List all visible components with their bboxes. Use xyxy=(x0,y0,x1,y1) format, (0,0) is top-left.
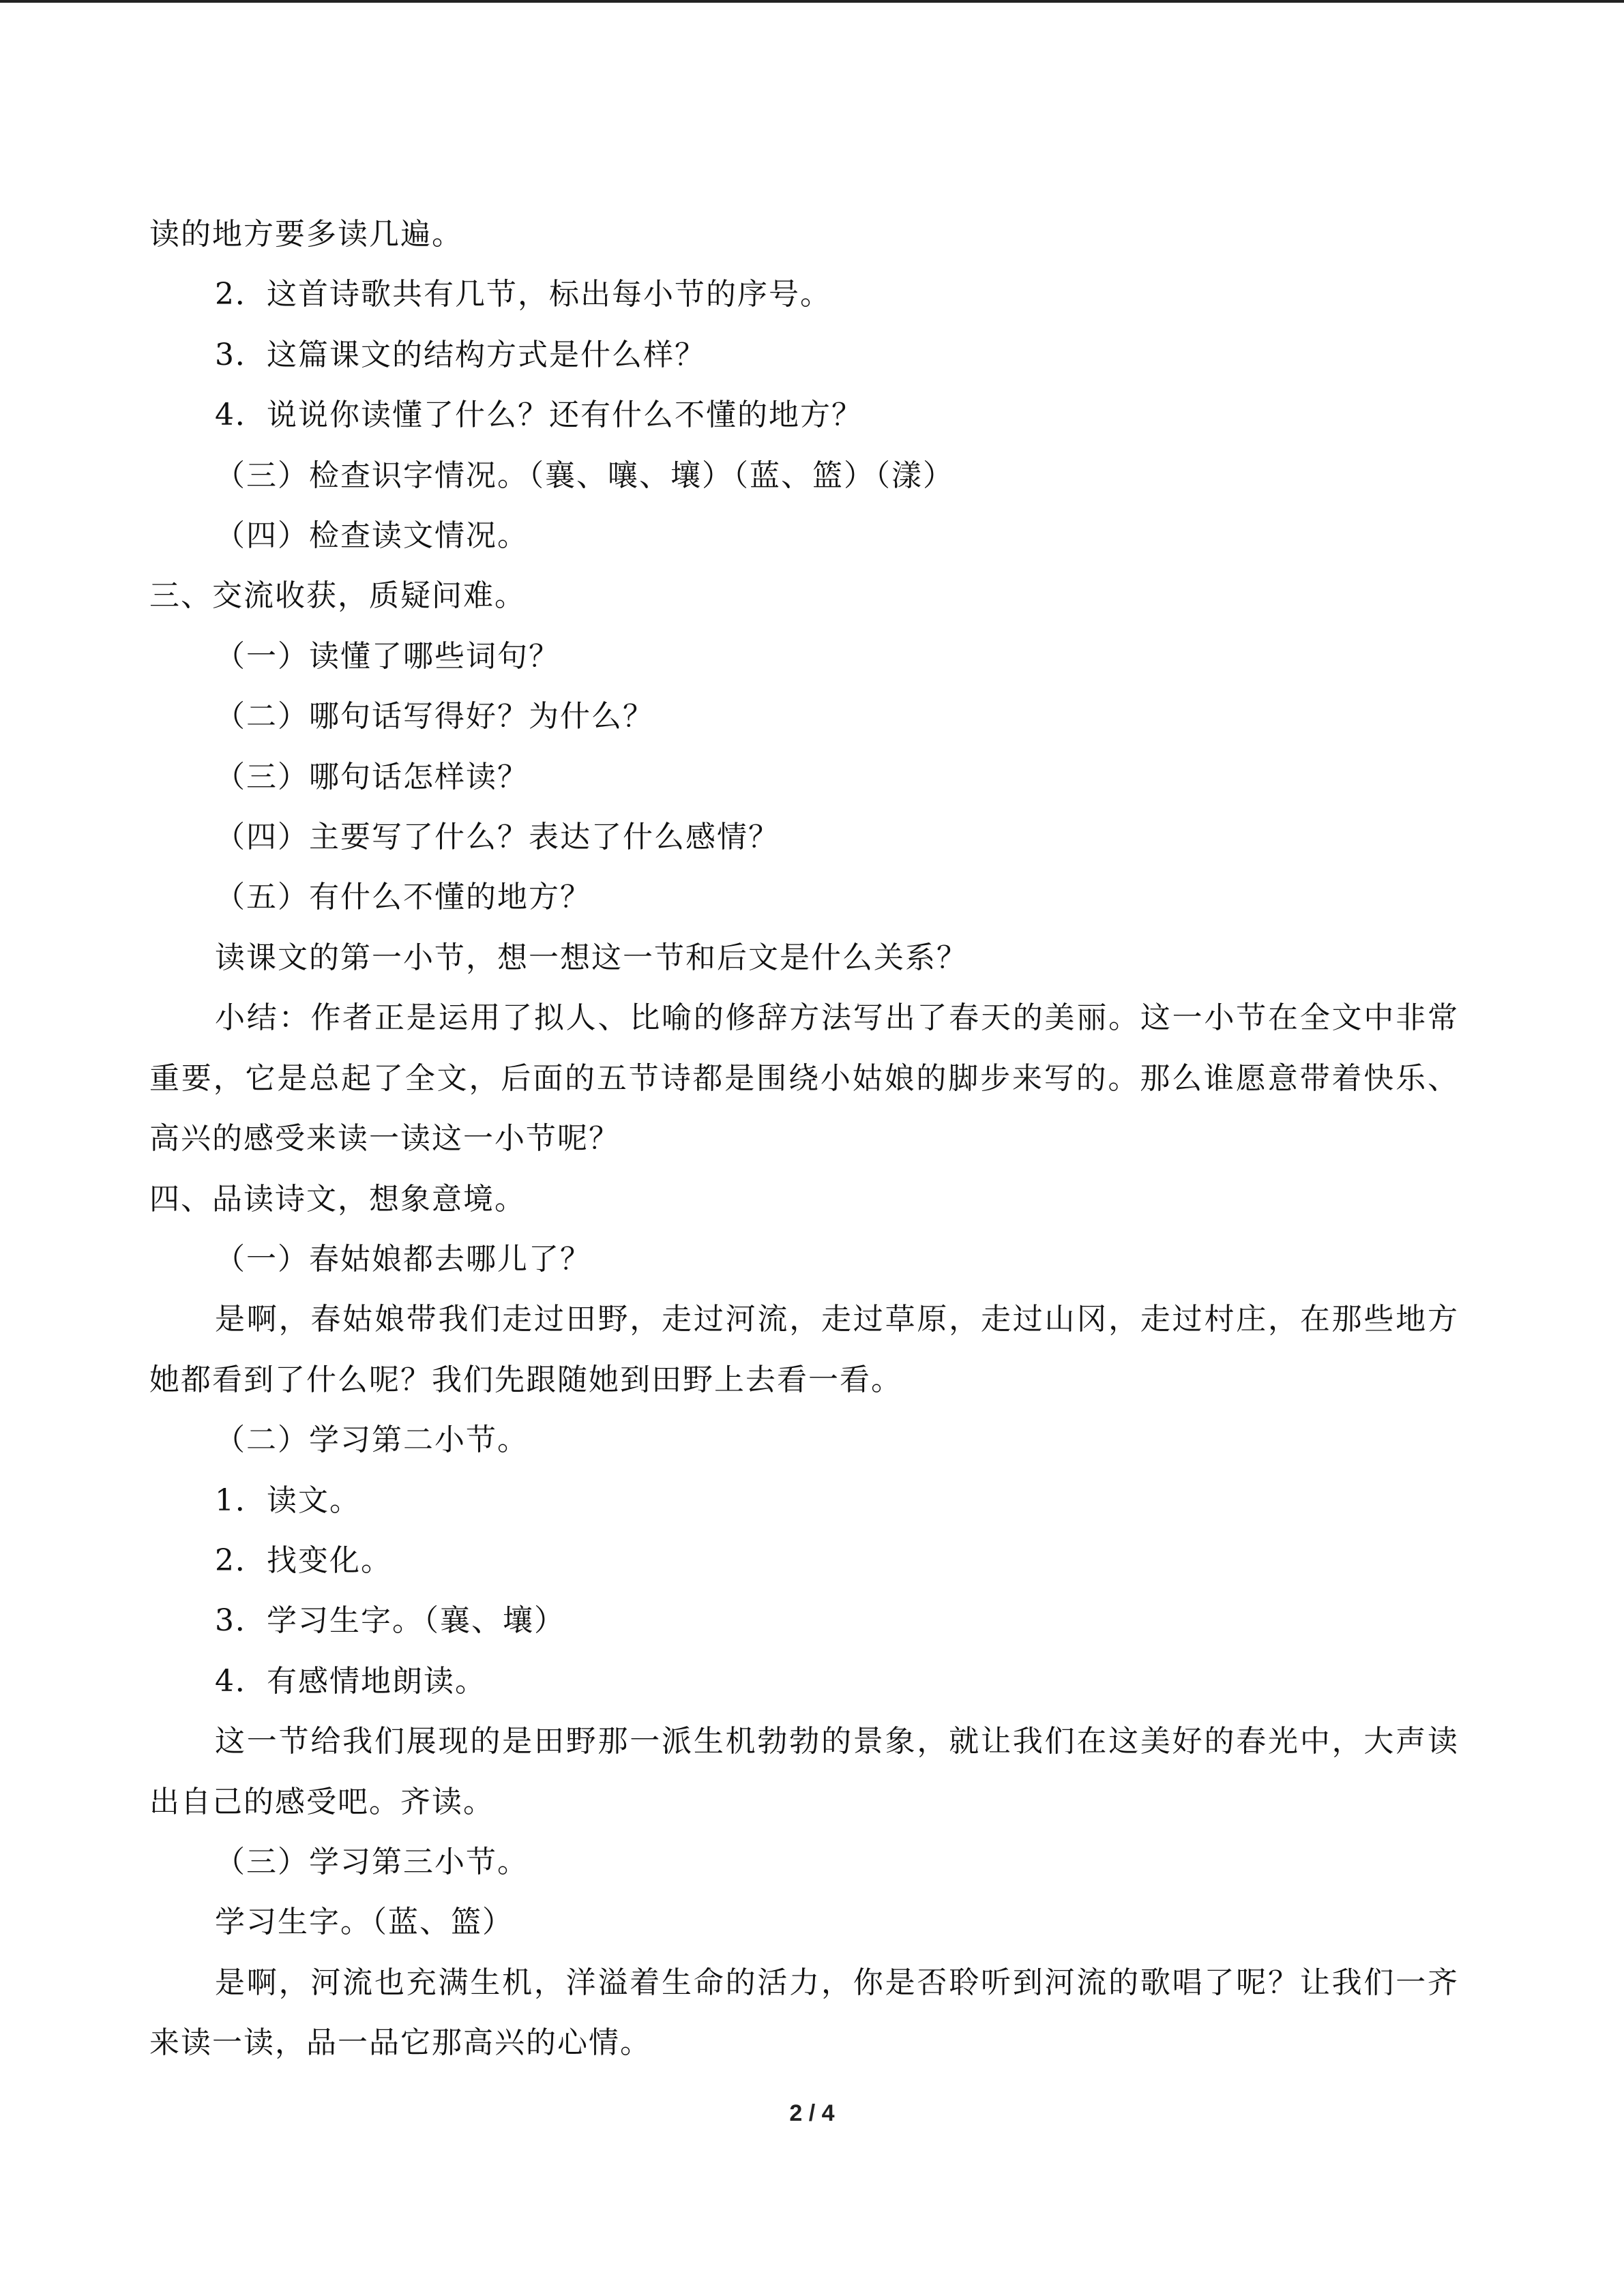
text-line-3: 3．这篇课文的结构方式是什么样？ xyxy=(215,337,706,372)
page-number: 2 / 4 xyxy=(789,2100,835,2126)
text-line-9: （二）哪句话写得好？为什么？ xyxy=(215,699,654,734)
section-heading-4: 四、品读诗文，想象意境。 xyxy=(149,1181,526,1217)
text-line-24: （三）学习第三小节。 xyxy=(215,1844,529,1879)
spring-paragraph: 是啊，春姑娘带我们走过田野，走过河流，走过草原，走过山冈，走过村庄，在那些地方她都看到了什么呢？我们先跟随她到田野上去看一看。 xyxy=(149,1302,1459,1397)
text-line-8: （一）读懂了哪些词句？ xyxy=(215,638,560,674)
text-line-19: 1．读文。 xyxy=(215,1482,361,1518)
text-line-12: （五）有什么不懂的地方？ xyxy=(215,880,591,915)
text-line-6: （四）检查读文情况。 xyxy=(215,518,529,554)
text-line-18: （二）学习第二小节。 xyxy=(215,1422,529,1458)
text-line-2: 2．这首诗歌共有几节，标出每小节的序号。 xyxy=(215,277,831,312)
text-line-1: 读的地方要多读几遍。 xyxy=(149,217,463,252)
text-line-20: 2．找变化。 xyxy=(215,1542,392,1578)
page-top-border xyxy=(0,0,1624,3)
text-line-4: 4．说说你读懂了什么？还有什么不懂的地方？ xyxy=(215,398,863,433)
text-line-13: 读课文的第一小节，想一想这一节和后文是什么关系？ xyxy=(215,940,968,975)
document-body xyxy=(149,205,1459,2074)
summary-paragraph: 小结：作者正是运用了拟人、比喻的修辞方法写出了春天的美丽。这一小节在全文中非常重要，它是总起了全文，后面的五节诗都是围绕小姑娘的脚步来写的。那么谁愿意带着快乐、高兴的感受来读一读这一小节呢？ xyxy=(149,1000,1459,1157)
text-line-21: 3．学习生字。（襄、壤） xyxy=(215,1603,565,1639)
text-line-11: （四）主要写了什么？表达了什么感情？ xyxy=(215,820,780,855)
section-heading-3: 三、交流收获，质疑问难。 xyxy=(149,578,526,614)
text-line-10: （三）哪句话怎样读？ xyxy=(215,759,529,794)
text-line-5: （三）检查识字情况。（襄、嚷、壤）（蓝、篮）（漾） xyxy=(215,458,954,493)
text-line-22: 4．有感情地朗读。 xyxy=(215,1663,486,1699)
text-line-16: （一）春姑娘都去哪儿了？ xyxy=(215,1241,591,1277)
text-line-25: 学习生字。（蓝、篮） xyxy=(215,1905,514,1940)
field-paragraph: 这一节给我们展现的是田野那一派生机勃勃的景象，就让我们在这美好的春光中，大声读出自己的感受吧。齐读。 xyxy=(149,1724,1459,1819)
river-paragraph: 是啊，河流也充满生机，洋溢着生命的活力，你是否聆听到河流的歌唱了呢？让我们一齐来读一读，品一品它那高兴的心情。 xyxy=(149,1965,1459,2061)
